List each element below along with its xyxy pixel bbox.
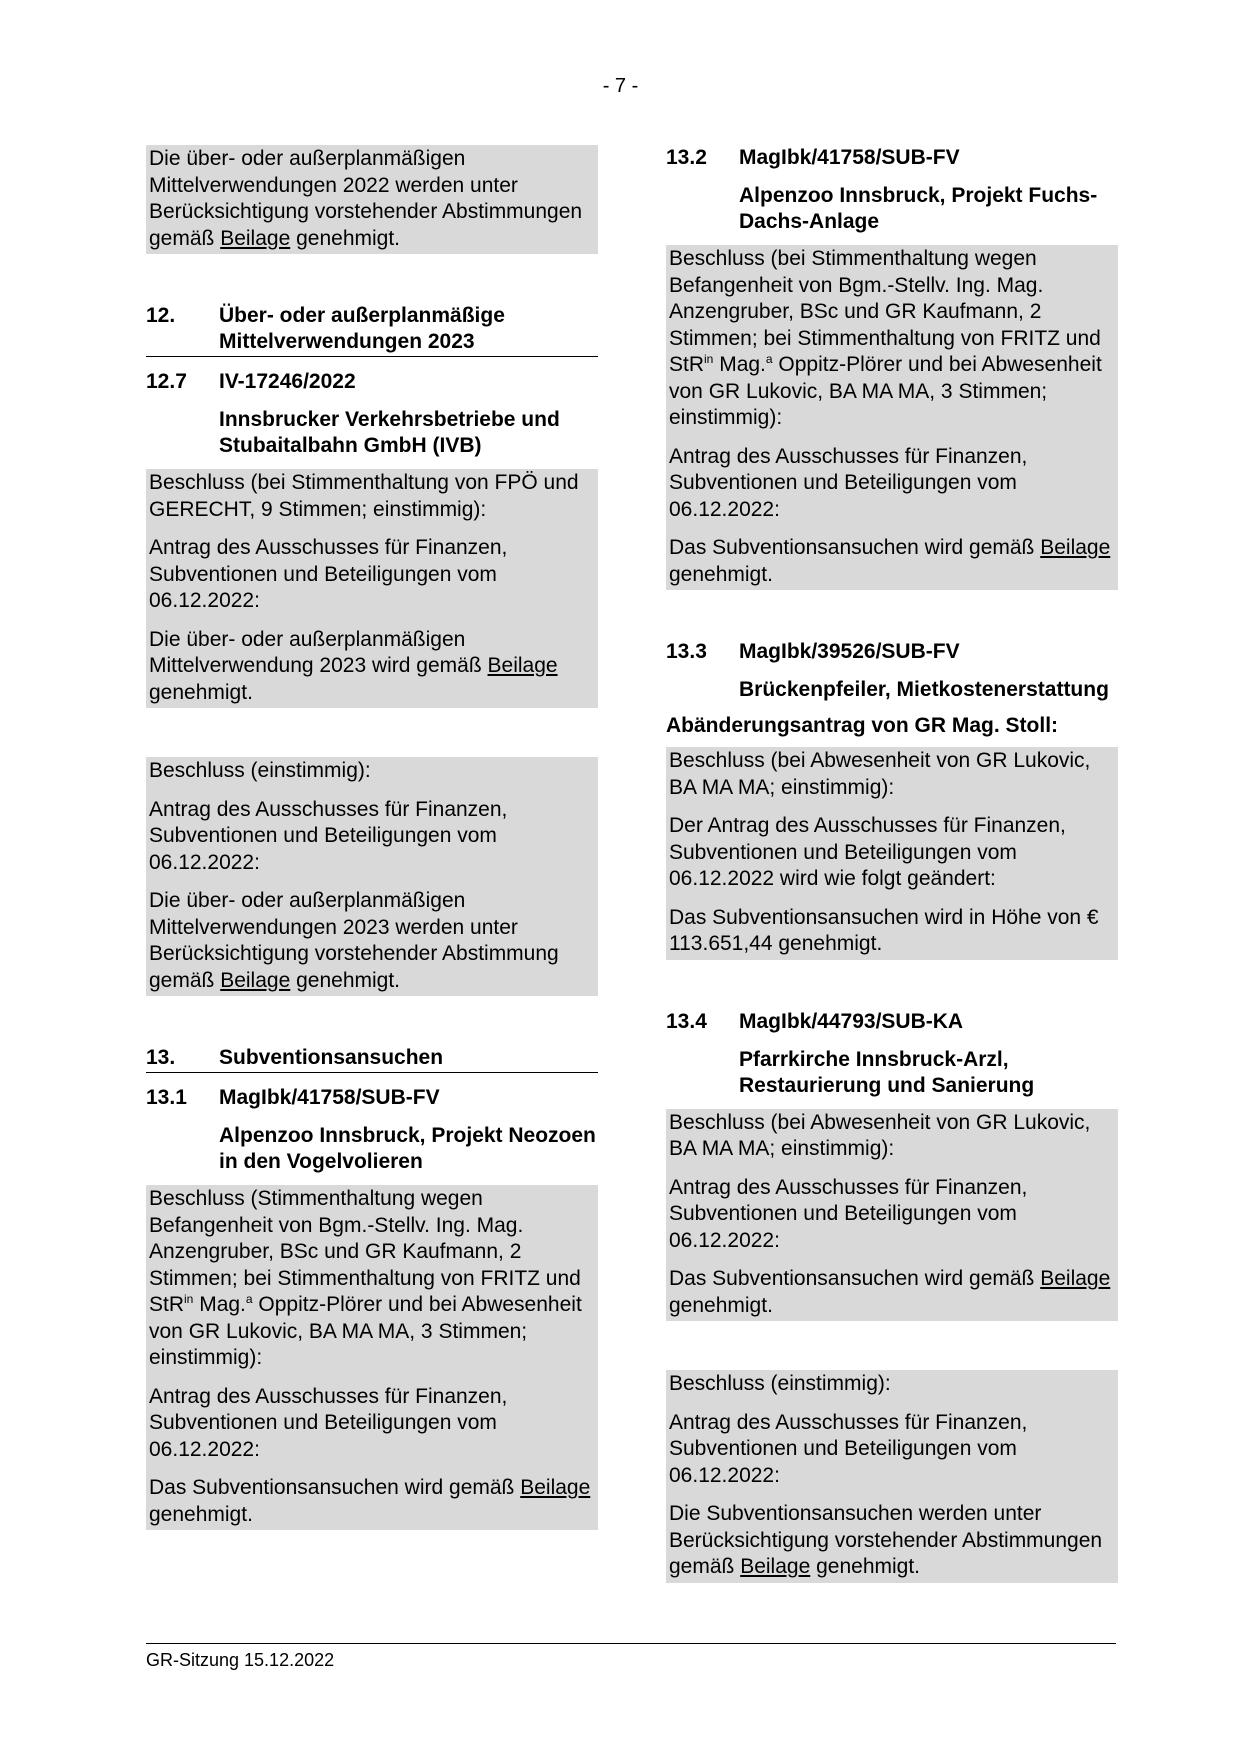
item-heading-13-3: 13.3 MagIbk/39526/SUB-FV — [666, 640, 960, 663]
resolution-box — [666, 245, 1118, 590]
amendment-heading: Abänderungsantrag von GR Mag. Stoll: — [666, 714, 1059, 737]
resolution-vote: Beschluss (Stimmenthaltung wegen Befangenheit von Bgm.-Stellv. Ing. Mag. Anzengruber, BSc und GR Kaufmann, 2 Stimmen; bei Stimmenthaltung von FRITZ und StR$^{in}$ Mag.$^a$ Oppitz-Plörer und bei Abwesenheit von GR Lukovic, BA MA MA, 3 Stimmen; einstimmig): — [149, 1187, 582, 1369]
item-subtitle: Alpenzoo Innsbruck, Projekt Neozoen in den Vogelvolieren — [219, 1124, 596, 1173]
resolution-text: Das Subventionsansuchen wird gemäß Beilage genehmigt. — [149, 1476, 591, 1526]
footer-divider — [146, 1643, 1116, 1644]
item-heading-13-1: 13.1 MagIbk/41758/SUB-FV — [146, 1086, 440, 1109]
resolution-box — [146, 145, 598, 254]
resolution-box — [146, 469, 598, 708]
attachment-link[interactable]: Beilage — [1040, 536, 1111, 559]
item-heading-13-4: 13.4 MagIbk/44793/SUB-KA — [666, 1009, 964, 1033]
resolution-vote: Beschluss (bei Abwesenheit von GR Lukovic, BA MA MA; einstimmig): — [669, 1110, 1091, 1160]
resolution-text: Das Subventionsansuchen wird gemäß Beilage genehmigt. — [669, 1267, 1111, 1317]
resolution-text: Die über- oder außerplanmäßigen Mittelverwendung 2023 wird gemäß Beilage genehmigt. — [149, 627, 558, 704]
resolution-motion: Antrag des Ausschusses für Finanzen, Subventionen und Beteiligungen vom 06.12.2022: — [149, 536, 508, 612]
item-subtitle: Brückenpfeiler, Mietkostenerstattung — [739, 678, 1109, 701]
item-subtitle: Pfarrkirche Innsbruck-Arzl, Restaurierung und Sanierung — [739, 1047, 1035, 1097]
section-heading-13: 13. Subventionsansuchen — [146, 1045, 598, 1073]
resolution-vote: Beschluss (einstimmig): — [149, 759, 371, 782]
resolution-vote: Beschluss (bei Abwesenheit von GR Lukovic, BA MA MA; einstimmig): — [669, 749, 1091, 799]
resolution-vote: Beschluss (bei Stimmenthaltung wegen Befangenheit von Bgm.-Stellv. Ing. Mag. Anzengruber, BSc und GR Kaufmann, 2 Stimmen; bei Stimmenthaltung von FRITZ und StR$^{in}$ Mag.$^a$ Oppitz-Plörer und bei Abwesenheit von GR Lukovic, BA MA MA, 3 Stimmen; einstimmig): — [669, 247, 1102, 429]
resolution-motion: Der Antrag des Ausschusses für Finanzen, Subventionen und Beteiligungen vom 06.12.2022 wird wie folgt geändert: — [669, 814, 1066, 890]
item-subtitle: Innsbrucker Verkehrsbetriebe und Stubaitalbahn GmbH (IVB) — [219, 408, 560, 457]
resolution-motion: Antrag des Ausschusses für Finanzen, Subventionen und Beteiligungen vom 06.12.2022: — [669, 444, 1028, 521]
attachment-link[interactable]: Beilage — [220, 968, 291, 992]
attachment-link[interactable]: Beilage — [520, 1476, 591, 1499]
resolution-motion: Antrag des Ausschusses für Finanzen, Subventionen und Beteiligungen vom 06.12.2022: — [149, 797, 508, 874]
attachment-link[interactable]: Beilage — [1040, 1267, 1111, 1290]
right-column — [666, 145, 1118, 1583]
resolution-box — [666, 1370, 1118, 1583]
resolution-motion: Antrag des Ausschusses für Finanzen, Subventionen und Beteiligungen vom 06.12.2022: — [669, 1175, 1028, 1252]
item-heading-12-7: 12.7 IV-17246/2022 — [146, 370, 356, 393]
resolution-text: Das Subventionsansuchen wird in Höhe von € 113.651,44 genehmigt. — [669, 905, 1099, 955]
attachment-link[interactable]: Beilage — [220, 226, 291, 250]
footer-text: GR-Sitzung 15.12.2022 — [146, 1650, 335, 1670]
item-heading-13-2: 13.2 MagIbk/41758/SUB-FV — [666, 146, 960, 169]
item-subtitle: Alpenzoo Innsbruck, Projekt Fuchs-Dachs-Anlage — [739, 184, 1098, 233]
attachment-link[interactable]: Beilage — [740, 1555, 811, 1578]
resolution-vote: Beschluss (einstimmig): — [669, 1372, 891, 1395]
resolution-text: Die Subventionsansuchen werden unter Berücksichtigung vorstehender Abstimmungen gemäß Beilage genehmigt. — [669, 1502, 1103, 1578]
page-number: - 7 - — [602, 75, 639, 97]
resolution-text: Die über- oder außerplanmäßigen Mittelverwendungen 2022 werden unter Berücksichtigung vorstehender Abstimmungen gemäß Beilage genehmigt. — [149, 147, 583, 250]
resolution-box — [666, 747, 1118, 960]
resolution-text: Die über- oder außerplanmäßigen Mittelverwendungen 2023 werden unter Berücksichtigung vorstehender Abstimmung gemäß Beilage genehmigt. — [149, 889, 559, 992]
resolution-text: Das Subventionsansuchen wird gemäß Beilage genehmigt. — [669, 536, 1111, 586]
section-heading-12: 12. Über- oder außerplanmäßige Mittelverwendungen 2023 — [146, 303, 598, 357]
attachment-link[interactable]: Beilage — [487, 654, 558, 677]
resolution-motion: Antrag des Ausschusses für Finanzen, Subventionen und Beteiligungen vom 06.12.2022: — [669, 1410, 1028, 1487]
resolution-vote: Beschluss (bei Stimmenthaltung von FPÖ und GERECHT, 9 Stimmen; einstimmig): — [149, 471, 579, 521]
resolution-box — [146, 1185, 598, 1530]
resolution-motion: Antrag des Ausschusses für Finanzen, Subventionen und Beteiligungen vom 06.12.2022: — [149, 1384, 508, 1461]
resolution-box — [146, 757, 598, 996]
resolution-box — [666, 1109, 1118, 1322]
left-column — [146, 145, 598, 1530]
